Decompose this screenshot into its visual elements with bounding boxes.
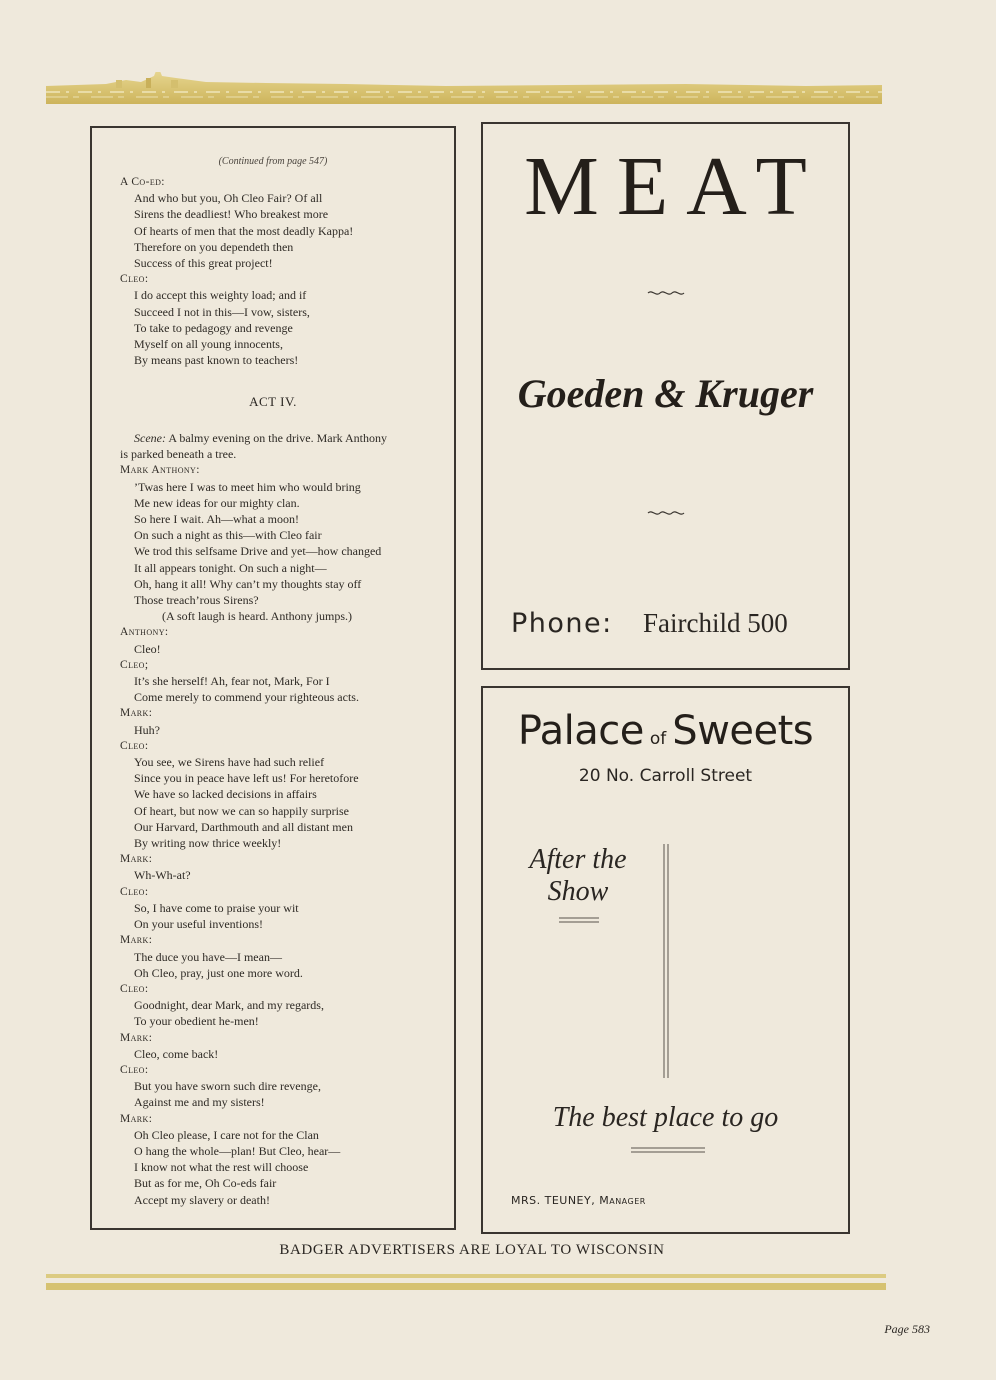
continued-note: (Continued from page 547) — [218, 156, 328, 167]
script-line: On your useful inventions! — [134, 917, 263, 932]
script-line: Those treach’rous Sirens? — [134, 593, 259, 608]
script-line: Success of this great project! — [134, 256, 273, 271]
manager-credit — [511, 1194, 646, 1207]
speaker-name: A Co-ed: — [120, 176, 165, 188]
speaker-name: Cleo: — [120, 1063, 149, 1076]
script-line: To your obedient he-men! — [134, 1014, 259, 1029]
script-line: Therefore on you dependeth then — [134, 239, 294, 254]
script-line: On such a night as this—with Cleo fair — [134, 528, 322, 543]
speaker-name: Mark: — [120, 1031, 153, 1044]
script-line: Of hearts of men that the most deadly Kappa! — [134, 223, 354, 238]
script-line: The duce you have—I mean— — [134, 949, 282, 964]
company-name: Goeden & Kruger — [517, 371, 814, 416]
act-heading: ACT IV. — [249, 394, 297, 409]
sweets-title-word-1: Palace — [517, 708, 644, 754]
script-line: Our Harvard, Darthmouth and all distant men — [134, 819, 353, 834]
script-line: And who but you, Oh Cleo Fair? Of all — [134, 191, 323, 206]
speaker-name: Mark Anthony: — [120, 464, 200, 477]
script-line: Goodnight, dear Mark, and my regards, — [134, 998, 324, 1013]
script-line: Since you in peace have left us! For heretofore — [134, 771, 359, 786]
after-show-line-2: Show — [547, 876, 609, 907]
footer-slogan: BADGER ADVERTISERS ARE LOYAL TO WISCONSIN — [279, 1242, 665, 1258]
script-line: Oh Cleo, pray, just one more word. — [134, 965, 303, 980]
script-line: Scene: A balmy evening on the drive. Mark Anthony — [134, 431, 387, 445]
manager-title: Manager — [599, 1194, 646, 1207]
script-line: is parked beneath a tree. — [120, 447, 237, 462]
scroll-ornament-icon — [646, 508, 686, 518]
script-line: Cleo, come back! — [134, 1046, 219, 1061]
script-line: By means past known to teachers! — [134, 353, 299, 368]
script-line: Cleo! — [134, 641, 161, 656]
script-line: So, I have come to praise your wit — [134, 900, 299, 915]
meat-advertisement — [481, 122, 850, 670]
sweets-tagline: The best place to go — [552, 1102, 779, 1133]
sweets-title — [483, 708, 848, 754]
script-line: But as for me, Oh Co-eds fair — [134, 1176, 277, 1191]
script-part-1 — [120, 174, 440, 368]
script-line: Come merely to commend your righteous acts. — [134, 690, 359, 705]
script-column — [90, 126, 456, 1230]
sweets-title-word-2: Sweets — [672, 708, 814, 754]
speaker-name: Mark: — [120, 934, 153, 947]
script-part-2 — [120, 430, 440, 1208]
script-line: But you have sworn such dire revenge, — [134, 1079, 321, 1094]
script-line: Sirens the deadliest! Who breakest more — [134, 207, 329, 222]
script-line: It all appears tonight. On such a night— — [134, 560, 327, 575]
skyline-banner-image — [46, 62, 882, 106]
script-line: O hang the whole—plan! But Cleo, hear— — [134, 1143, 341, 1158]
script-line: It’s she herself! Ah, fear not, Mark, For I — [134, 674, 330, 689]
script-line: Of heart, but now we can so happily surprise — [134, 803, 349, 818]
script-line: By writing now thrice weekly! — [134, 836, 282, 851]
double-rule-divider — [559, 916, 599, 924]
speaker-name: Cleo; — [120, 658, 149, 671]
phone-number: Fairchild 500 — [643, 608, 788, 638]
meat-title: MEAT — [524, 140, 825, 233]
sweets-address: 20 No. Carroll Street — [578, 766, 753, 786]
after-show-text — [523, 844, 633, 908]
script-line: Succeed I not in this—I vow, sisters, — [134, 304, 310, 319]
manager-name: MRS. TEUNEY, — [511, 1194, 596, 1207]
speaker-name: Anthony: — [120, 626, 169, 639]
speaker-name: Cleo: — [120, 982, 149, 995]
script-line: Me new ideas for our mighty clan. — [134, 495, 300, 510]
script-line: Myself on all young innocents, — [134, 337, 283, 352]
script-line: Oh Cleo please, I care not for the Clan — [134, 1127, 319, 1142]
script-line: Wh-Wh-at? — [134, 868, 191, 883]
script-line: Against me and my sisters! — [134, 1095, 265, 1110]
speaker-name: Cleo: — [120, 739, 149, 752]
script-line: ’Twas here I was to meet him who would bring — [134, 479, 361, 494]
sweets-title-connector: of — [649, 729, 667, 749]
after-show-line-1: After the — [529, 844, 627, 875]
script-line: We trod this selfsame Drive and yet—how changed — [134, 544, 382, 559]
script-line: So here I wait. Ah—what a moon! — [134, 512, 299, 527]
script-line: Huh? — [134, 722, 160, 737]
script-line: You see, we Sirens have had such relief — [134, 755, 325, 770]
script-line: (A soft laugh is heard. Anthony jumps.) — [162, 609, 352, 624]
tagline-underline — [631, 1146, 705, 1154]
script-line: Accept my slavery or death! — [134, 1192, 270, 1207]
speaker-name: Mark: — [120, 1112, 153, 1125]
script-line: To take to pedagogy and revenge — [134, 320, 293, 335]
vertical-double-rule — [663, 844, 669, 1078]
script-line: I do accept this weighty load; and if — [134, 288, 307, 303]
script-line: Oh, hang it all! Why can’t my thoughts stay off — [134, 576, 362, 591]
script-line: I know not what the rest will choose — [134, 1160, 309, 1175]
page-number: Page 583 — [884, 1322, 930, 1336]
sweets-advertisement — [481, 686, 850, 1234]
scroll-ornament-icon — [646, 288, 686, 298]
speaker-name: Mark: — [120, 853, 153, 866]
phone-label: Phone: — [511, 608, 613, 639]
bottom-gold-rule — [46, 1272, 886, 1292]
script-line: We have so lacked decisions in affairs — [134, 787, 317, 802]
speaker-name: Cleo: — [120, 885, 149, 898]
speaker-name: Cleo: — [120, 273, 149, 286]
speaker-name: Mark: — [120, 707, 153, 720]
